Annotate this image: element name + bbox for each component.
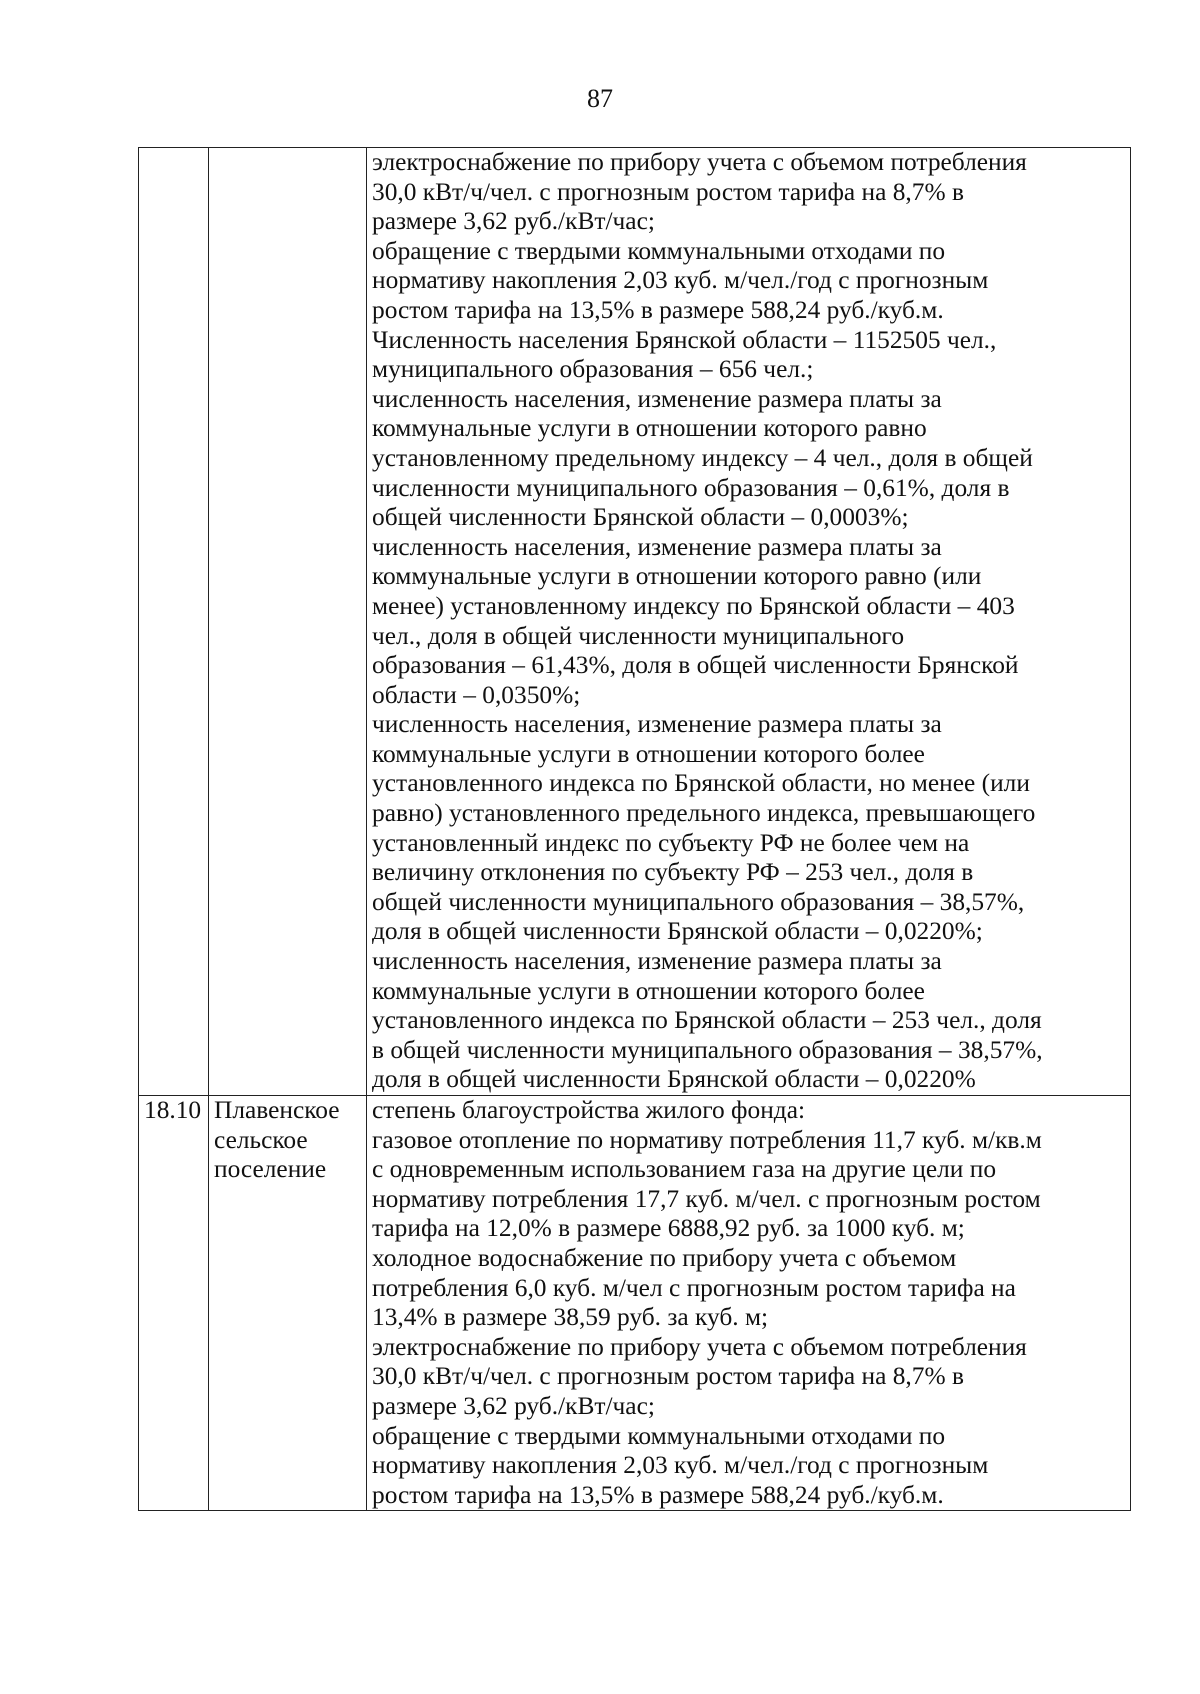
- description-line: 30,0 кВт/ч/чел. с прогнозным ростом тарифа на 8,7% в: [372, 177, 964, 206]
- description-line: в общей численности муниципального образования – 38,57%,: [372, 1035, 1043, 1064]
- description-line: численности муниципального образования – 0,61%, доля в: [372, 473, 1010, 502]
- municipality-name-line: сельское: [214, 1125, 308, 1154]
- description-line: коммунальные услуги в отношении которого равно (или: [372, 562, 982, 591]
- municipality-name-line: Плавенское: [214, 1096, 340, 1124]
- description-line: численность населения, изменение размера платы за: [372, 384, 942, 413]
- description-line: менее) установленному индексу по Брянской области – 403: [372, 591, 1015, 620]
- description-cell: [367, 148, 1131, 1096]
- description-line: образования – 61,43%, доля в общей численности Брянской: [372, 651, 1019, 680]
- table-row: [139, 148, 1131, 1096]
- description-line: установленный индекс по субъекту РФ не более чем на: [372, 828, 970, 857]
- description-line: чел., доля в общей численности муниципального: [372, 621, 905, 650]
- description-line: муниципального образования – 656 чел.;: [372, 355, 814, 384]
- description-line: нормативу накопления 2,03 куб. м/чел./год с прогнозным: [372, 266, 989, 295]
- description-line: Численность населения Брянской области – 1152505 чел.,: [372, 325, 997, 354]
- description-line: потребления 6,0 куб. м/чел с прогнозным ростом тарифа на: [372, 1273, 1016, 1302]
- tariff-table: [138, 147, 1131, 1511]
- description-line: численность населения, изменение размера платы за: [372, 532, 942, 561]
- table-body: [139, 148, 1131, 1511]
- description-line: коммунальные услуги в отношении которого более: [372, 976, 925, 1005]
- description-line: нормативу накопления 2,03 куб. м/чел./год с прогнозным: [372, 1451, 989, 1480]
- description-line: общей численности муниципального образования – 38,57%,: [372, 887, 1025, 916]
- row-number-cell: [139, 148, 209, 1096]
- description-line: величину отклонения по субъекту РФ – 253 чел., доля в: [372, 858, 974, 887]
- description-line: холодное водоснабжение по прибору учета с объемом: [372, 1243, 957, 1272]
- description-line: размере 3,62 руб./кВт/час;: [372, 1391, 655, 1420]
- description-line: ростом тарифа на 13,5% в размере 588,24 руб./куб.м.: [372, 1480, 944, 1509]
- row-number-cell: [139, 1096, 209, 1511]
- description-line: установленному предельному индексу – 4 чел., доля в общей: [372, 443, 1033, 472]
- description-line: установленного индекса по Брянской области, но менее (или: [372, 769, 1030, 798]
- description-line: общей численности Брянской области – 0,0003%;: [372, 503, 909, 532]
- description-line: обращение с твердыми коммунальными отходами по: [372, 236, 946, 265]
- description-line: доля в общей численности Брянской области – 0,0220%: [372, 1065, 976, 1094]
- description-line: установленного индекса по Брянской области – 253 чел., доля: [372, 1006, 1042, 1035]
- description-line: электроснабжение по прибору учета с объемом потребления: [372, 1332, 1027, 1361]
- description-line: коммунальные услуги в отношении которого равно: [372, 414, 927, 443]
- description-line: обращение с твердыми коммунальными отходами по: [372, 1421, 946, 1450]
- description-line: размере 3,62 руб./кВт/час;: [372, 207, 655, 236]
- description-line: 30,0 кВт/ч/чел. с прогнозным ростом тарифа на 8,7% в: [372, 1362, 964, 1391]
- description-line: тарифа на 12,0% в размере 6888,92 руб. за 1000 куб. м;: [372, 1214, 965, 1243]
- description-line: ростом тарифа на 13,5% в размере 588,24 руб./куб.м.: [372, 295, 944, 324]
- description-line: нормативу потребления 17,7 куб. м/чел. с прогнозным ростом: [372, 1184, 1041, 1213]
- description-line: с одновременным использованием газа на другие цели по: [372, 1155, 997, 1184]
- description-line: области – 0,0350%;: [372, 680, 581, 709]
- description-line: численность населения, изменение размера платы за: [372, 947, 942, 976]
- description-line: численность населения, изменение размера платы за: [372, 710, 942, 739]
- municipality-name-cell: [209, 1096, 367, 1511]
- description-line: степень благоустройства жилого фонда:: [372, 1096, 806, 1124]
- description-line: 13,4% в размере 38,59 руб. за куб. м;: [372, 1303, 769, 1332]
- page-number: 87: [587, 84, 613, 113]
- description-line: коммунальные услуги в отношении которого более: [372, 739, 925, 768]
- description-line: электроснабжение по прибору учета с объемом потребления: [372, 148, 1027, 176]
- description-cell: [367, 1096, 1131, 1511]
- table-row: [139, 1096, 1131, 1511]
- row-number: 18.10: [144, 1096, 202, 1124]
- municipality-name-cell: [209, 148, 367, 1096]
- description-line: доля в общей численности Брянской области – 0,0220%;: [372, 917, 983, 946]
- municipality-name-line: поселение: [214, 1155, 327, 1184]
- description-line: газовое отопление по нормативу потребления 11,7 куб. м/кв.м: [372, 1125, 1042, 1154]
- description-line: равно) установленного предельного индекса, превышающего: [372, 799, 1036, 828]
